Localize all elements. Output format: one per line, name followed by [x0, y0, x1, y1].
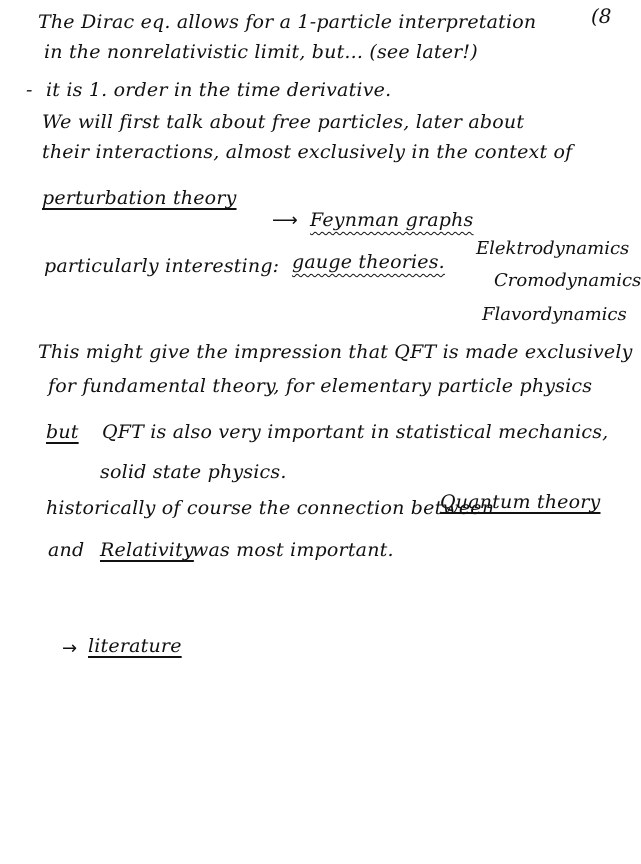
feynman-graphs: Feynman graphs: [310, 209, 474, 231]
word-and: and: [48, 539, 85, 561]
word-but: but: [46, 421, 79, 443]
line-fundamental-theory: for fundamental theory, for elementary particle physics: [48, 375, 593, 397]
line-dash: -: [26, 79, 33, 101]
line-impression-qft: This might give the impression that QFT is made exclusively: [38, 341, 633, 363]
line-nonrelativistic-limit: in the nonrelativistic limit, but... (see later!): [44, 41, 478, 63]
line-solid-state-physics: solid state physics.: [100, 461, 287, 483]
right-arrow-icon: ⟶: [272, 210, 298, 231]
quantum-theory: Quantum theory: [440, 491, 601, 513]
elektrodynamics: Elektrodynamics: [476, 238, 630, 259]
line-dirac-equation: The Dirac eq. allows for a 1-particle interpretation: [38, 11, 537, 33]
line-time-derivative: it is 1. order in the time derivative.: [46, 79, 392, 101]
line-statistical-mechanics: QFT is also very important in statistical mechanics,: [102, 421, 609, 443]
literature: literature: [88, 635, 182, 657]
line-historically: historically of course the connection between: [46, 497, 495, 519]
literature-arrow-icon: →: [62, 638, 78, 659]
line-interactions: their interactions, almost exclusively in the context of: [42, 141, 573, 163]
particularly-interesting: particularly interesting:: [44, 255, 280, 277]
line-most-important: was most important.: [192, 539, 394, 561]
gauge-theories: gauge theories.: [292, 251, 445, 273]
page-number: (8: [591, 4, 612, 28]
relativity: Relativity: [100, 539, 194, 561]
flavordynamics: Flavordynamics: [482, 304, 627, 325]
line-perturbation-theory: perturbation theory: [42, 187, 237, 209]
line-free-particles: We will first talk about free particles, later about: [42, 111, 525, 133]
cromodynamics: Cromodynamics: [494, 270, 641, 291]
